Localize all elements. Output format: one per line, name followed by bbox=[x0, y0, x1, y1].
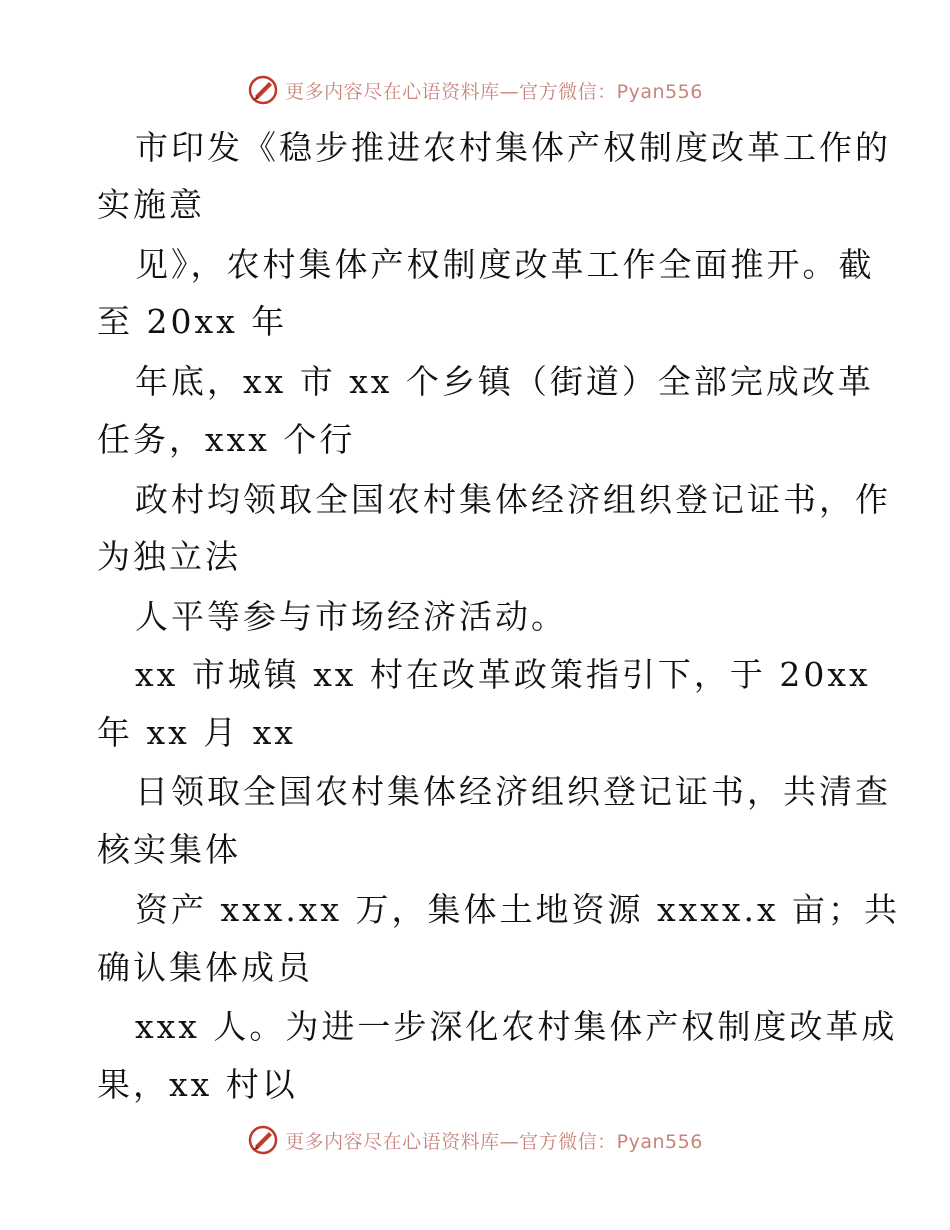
text-line: 日领取全国农村集体经济组织登记证书，共清查 bbox=[135, 772, 891, 811]
text-line: xxx 人。为进一步深化农村集体产权制度改革成 bbox=[135, 1007, 898, 1046]
text-line: 资产 xxx.xx 万，集体土地资源 xxxx.x 亩；共 bbox=[135, 890, 901, 929]
text-line: 实施意 bbox=[97, 185, 205, 224]
brand-logo-icon bbox=[247, 74, 279, 106]
text-line: 年 xx 月 xx bbox=[97, 713, 296, 752]
text-line: 果，xx 村以 bbox=[97, 1065, 298, 1104]
text-line: 核实集体 bbox=[97, 830, 241, 869]
footer-banner-text: 更多内容尽在心语资料库—官方微信：Pyan556 bbox=[285, 1130, 703, 1153]
text-line: 为独立法 bbox=[97, 537, 241, 576]
text-line: 政村均领取全国农村集体经济组织登记证书，作 bbox=[135, 480, 891, 519]
header-banner-text: 更多内容尽在心语资料库—官方微信：Pyan556 bbox=[285, 80, 703, 103]
text-line: 确认集体成员 bbox=[97, 948, 313, 987]
text-line: xx 市城镇 xx 村在改革政策指引下，于 20xx bbox=[135, 655, 871, 694]
text-line: 人平等参与市场经济活动。 bbox=[135, 597, 567, 636]
text-line: 见》，农村集体产权制度改革工作全面推开。截 bbox=[135, 245, 875, 284]
text-line: 任务，xxx 个行 bbox=[97, 420, 356, 459]
text-line: 年底，xx 市 xx 个乡镇（街道）全部完成改革 bbox=[135, 362, 874, 401]
footer-banner bbox=[0, 1120, 950, 1160]
text-line: 至 20xx 年 bbox=[97, 302, 288, 341]
brand-logo-icon bbox=[247, 1124, 279, 1156]
text-line: 市印发《稳步推进农村集体产权制度改革工作的 bbox=[135, 128, 891, 167]
header-banner bbox=[0, 70, 950, 110]
